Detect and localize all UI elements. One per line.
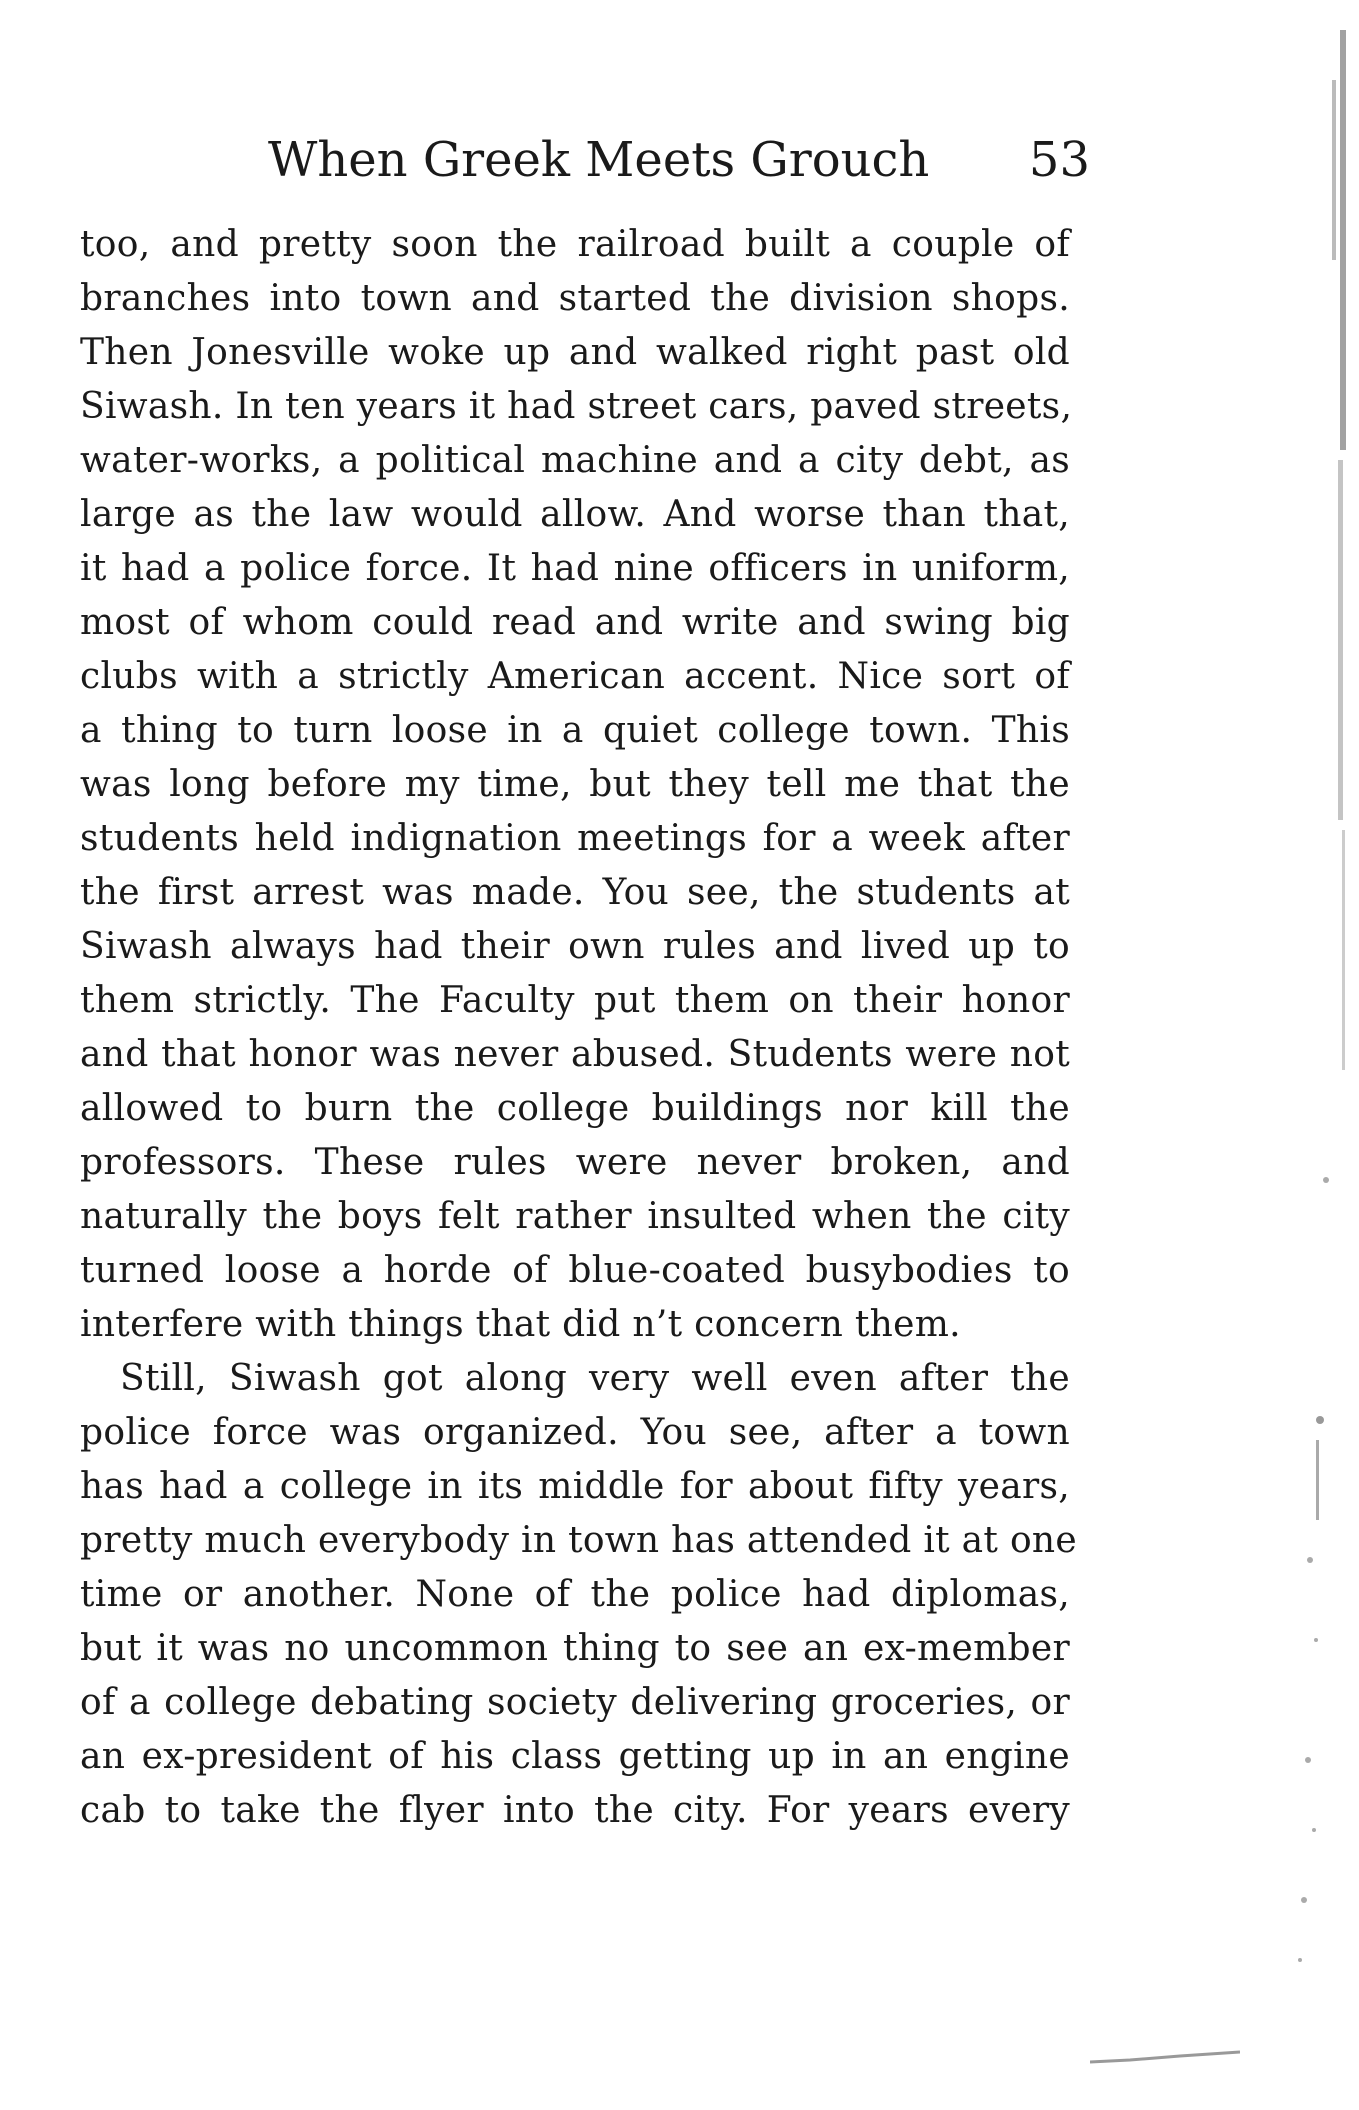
text-line: too, and pretty soon the railroad built a couple of xyxy=(80,224,1070,265)
text-line: time or another. None of the police had diplomas, xyxy=(80,1574,1070,1615)
text-line: pretty much everybody in town has attended it at one xyxy=(80,1520,1078,1561)
text-line: Siwash. In ten years it had street cars, paved streets, xyxy=(80,386,1073,427)
text-line: was long before my time, but they tell me that the xyxy=(80,764,1070,805)
text-line: but it was no uncommon thing to see an ex-member xyxy=(80,1628,1070,1669)
text-line: water-works, a political machine and a city debt, as xyxy=(80,440,1070,481)
text-line: police force was organized. You see, after a town xyxy=(80,1412,1070,1453)
page-number: 53 xyxy=(1028,132,1090,188)
scan-edge-artifacts xyxy=(1280,0,1359,2110)
body-text xyxy=(80,218,1078,1838)
bottom-smudge xyxy=(1090,2048,1240,2068)
text-line: it had a police force. It had nine officers in uniform, xyxy=(80,548,1070,589)
text-line: Still, Siwash got along very well even after the xyxy=(120,1358,1070,1399)
text-line: Siwash always had their own rules and lived up to xyxy=(80,926,1070,967)
text-line: has had a college in its middle for about fifty years, xyxy=(80,1466,1070,1507)
text-line: a thing to turn loose in a quiet college town. This xyxy=(80,710,1070,751)
text-line: an ex-president of his class getting up in an engine xyxy=(80,1736,1070,1777)
text-line: turned loose a horde of blue-coated busybodies to xyxy=(80,1250,1070,1291)
text-line: and that honor was never abused. Students were not xyxy=(80,1034,1070,1075)
text-line: naturally the boys felt rather insulted when the city xyxy=(80,1196,1070,1237)
text-line: allowed to burn the college buildings nor kill the xyxy=(80,1088,1070,1129)
text-line: cab to take the flyer into the city. For years every xyxy=(80,1790,1070,1831)
paragraph-2 xyxy=(80,1352,1078,1838)
text-line: interfere with things that did n’t concern them. xyxy=(80,1304,961,1345)
running-title: When Greek Meets Grouch xyxy=(268,132,930,188)
text-line: branches into town and started the division shops. xyxy=(80,278,1070,319)
text-line: clubs with a strictly American accent. Nice sort of xyxy=(80,656,1070,697)
text-line: professors. These rules were never broken, and xyxy=(80,1142,1070,1183)
text-line: students held indignation meetings for a week after xyxy=(80,818,1070,859)
text-line: them strictly. The Faculty put them on their honor xyxy=(80,980,1070,1021)
text-line: Then Jonesville woke up and walked right past old xyxy=(80,332,1070,373)
text-line: of a college debating society delivering groceries, or xyxy=(80,1682,1070,1723)
text-line: most of whom could read and write and swing big xyxy=(80,602,1070,643)
page-header xyxy=(80,130,1090,190)
text-line: the first arrest was made. You see, the students at xyxy=(80,872,1070,913)
paragraph-1 xyxy=(80,218,1073,1352)
text-line: large as the law would allow. And worse than that, xyxy=(80,494,1070,535)
